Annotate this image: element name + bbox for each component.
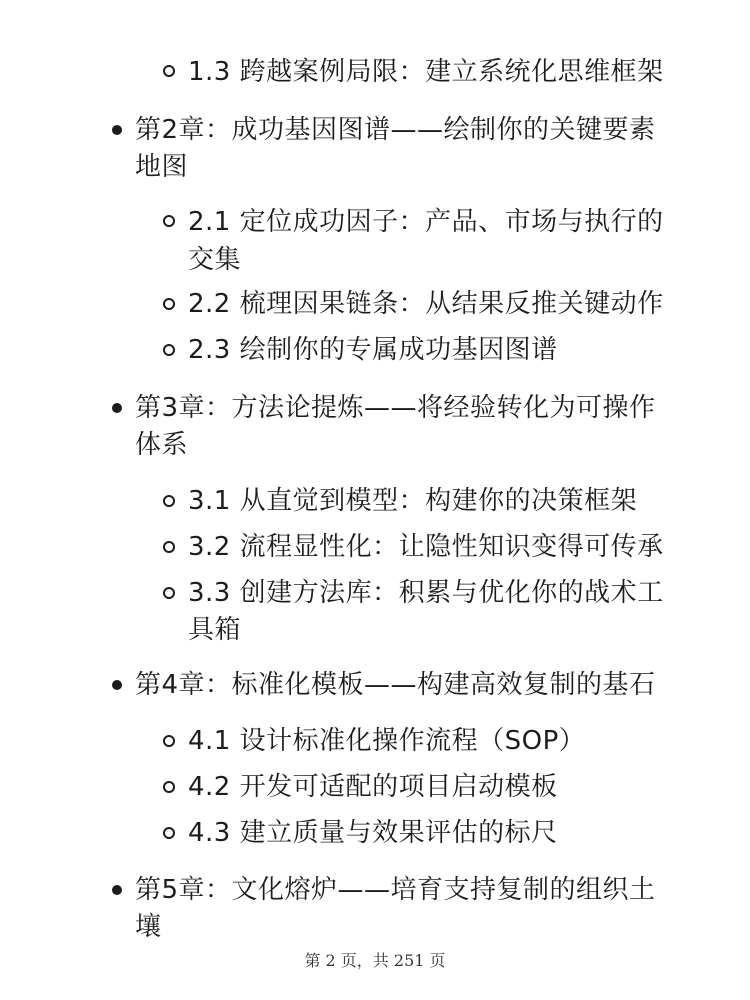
chapter-bullet-icon: [112, 680, 122, 690]
sub-bullet-icon: [163, 298, 175, 310]
chapter-bullet-icon: [112, 403, 122, 413]
sub-bullet-icon: [163, 735, 175, 747]
section-4-1: 4.1 设计标准化操作流程（SOP）: [188, 726, 586, 756]
chapter-bullet-icon: [112, 125, 122, 135]
section-4-2: 4.2 开发可适配的项目启动模板: [188, 772, 558, 802]
section-2-3: 2.3 绘制你的专属成功基因图谱: [188, 335, 558, 365]
section-4-3: 4.3 建立质量与效果评估的标尺: [188, 818, 558, 848]
chapter-3-title-cont: 体系: [135, 430, 189, 460]
chapter-5-title-cont: 壤: [135, 912, 162, 942]
section-3-2: 3.2 流程显性化：让隐性知识变得可传承: [188, 532, 664, 562]
chapter-4-title: 第4章：标准化模板——构建高效复制的基石: [135, 670, 656, 700]
sub-bullet-icon: [163, 541, 175, 553]
chapter-bullet-icon: [112, 885, 122, 895]
section-1-3: 1.3 跨越案例局限：建立系统化思维框架: [188, 57, 664, 87]
sub-bullet-icon: [163, 827, 175, 839]
section-3-1: 3.1 从直觉到模型：构建你的决策框架: [188, 486, 638, 516]
section-2-1-cont: 交集: [188, 245, 242, 275]
sub-bullet-icon: [163, 495, 175, 507]
sub-bullet-icon: [163, 344, 175, 356]
sub-bullet-icon: [163, 587, 175, 599]
section-3-3: 3.3 创建方法库：积累与优化你的战术工: [188, 578, 664, 608]
page-number-footer: 第 2 页，共 251 页: [304, 951, 446, 970]
section-2-1: 2.1 定位成功因子：产品、市场与执行的: [188, 207, 664, 237]
chapter-3-title: 第3章：方法论提炼——将经验转化为可操作: [135, 393, 656, 423]
sub-bullet-icon: [163, 215, 175, 227]
chapter-2-title: 第2章：成功基因图谱——绘制你的关键要素: [135, 115, 656, 145]
section-2-2: 2.2 梳理因果链条：从结果反推关键动作: [188, 289, 664, 319]
chapter-5-title: 第5章：文化熔炉——培育支持复制的组织土: [135, 875, 656, 905]
sub-bullet-icon: [163, 65, 175, 77]
sub-bullet-icon: [163, 781, 175, 793]
section-3-3-cont: 具箱: [188, 615, 242, 645]
chapter-2-title-cont: 地图: [135, 152, 189, 182]
